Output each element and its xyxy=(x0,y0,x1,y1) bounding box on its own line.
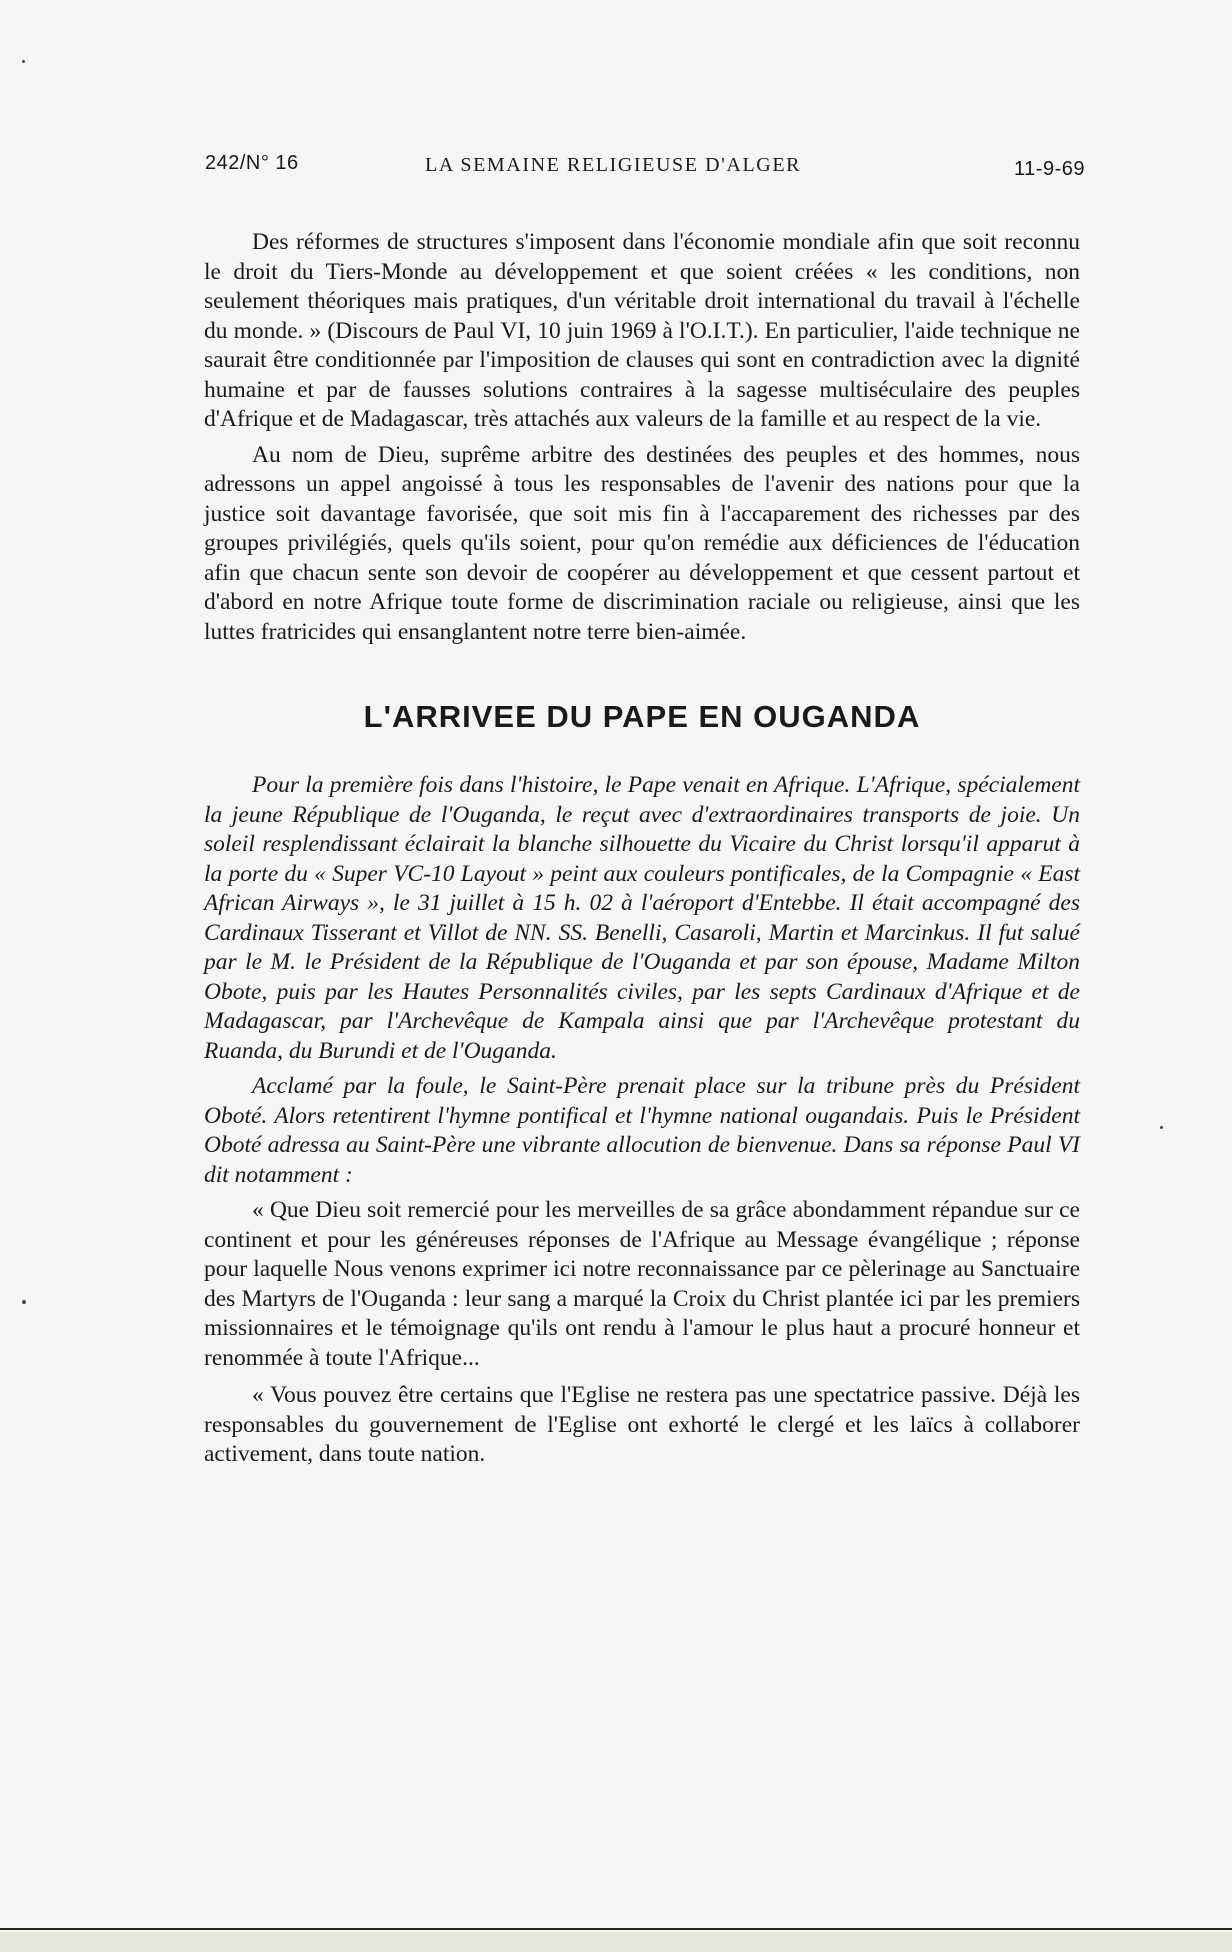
scan-speck xyxy=(22,1300,26,1304)
page-number: 242/N° 16 xyxy=(205,152,299,174)
page-bottom-margin xyxy=(0,1932,1232,1952)
page-header xyxy=(205,152,1085,186)
scan-speck xyxy=(22,60,25,63)
issue-date: 11-9-69 xyxy=(1014,158,1085,180)
publication-title: LA SEMAINE RELIGIEUSE D'ALGER xyxy=(425,154,802,176)
page-bottom-edge xyxy=(0,1928,1232,1930)
paragraph-arrival: Pour la première fois dans l'histoire, le Pape venait en Afrique. L'Afrique, spécialement la jeune République de l'Ouganda, le reçut avec d'extraordinaires transports de joie. Un soleil resplendissant éclairait la blanche silhouette du Vicaire du Christ lorsqu'il apparut à la porte du « Super VC-10 Layout » peint aux couleurs pontificales, de la Compagnie « East African Airways », le 31 juillet à 15 h. 02 à l'aéroport d'Entebbe. Il était accompagné des Cardinaux Tisserant et Villot de NN. SS. Benelli, Casaroli, Martin et Marcinkus. Il fut salué par le M. le Président de la République de l'Ouganda et par son épouse, Madame Milton Obote, puis par les Hautes Personnalités civiles, par les septs Cardinaux d'Afrique et de Madagascar, par l'Archevêque de Kampala ainsi que par l'Archevêque protestant du Ruanda, du Burundi et de l'Ouganda. xyxy=(204,772,1080,1064)
section-title: L'ARRIVEE DU PAPE EN OUGANDA xyxy=(363,699,921,734)
article-body xyxy=(204,228,1080,1470)
quote-paragraph-church: « Vous pouvez être certains que l'Eglise ne restera pas une spectatrice passive. Déjà les responsables du gouvernement de l'Eglise ont exhorté le clergé et les laïcs à collaborer activement, dans toute nation. xyxy=(204,1382,1080,1467)
paragraph-reforms: Des réformes de structures s'imposent dans l'économie mondiale afin que soit reconnu le droit du Tiers-Monde au développement et que soient créées « les conditions, non seulement théoriques mais pratiques, d'un véritable droit international du travail à l'échelle du monde. » (Discours de Paul VI, 10 juin 1969 à l'O.I.T.). En particulier, l'aide technique ne saurait être conditionnée par l'imposition de clauses qui sont en contradiction avec la dignité humaine et par de fausses solutions contraires à la sagesse multiséculaire des peuples d'Afrique et de Madagascar, très attachés aux valeurs de la famille et au respect de la vie. xyxy=(204,229,1080,432)
paragraph-acclaim: Acclamé par la foule, le Saint-Père prenait place sur la tribune près du Président Oboté. Alors retentirent l'hymne pontifical et l'hymne national ougandais. Puis le Président Oboté adressa au Saint-Père une vibrante allocution de bienvenue. Dans sa réponse Paul VI dit notamment : xyxy=(204,1073,1080,1188)
scan-speck xyxy=(1160,1126,1163,1129)
paragraph-appeal: Au nom de Dieu, suprême arbitre des destinées des peuples et des hommes, nous adressons un appel angoissé à tous les responsables de l'avenir des nations pour que la justice soit davantage favorisée, que soit mis fin à l'accaparement des richesses par des groupes privilégiés, quels qu'ils soient, pour qu'on remédie aux déficiences de l'éducation afin que chacun sente son devoir de coopérer au développement et que cessent partout et d'abord en notre Afrique toute forme de discrimination raciale ou religieuse, ainsi que les luttes fratricides qui ensanglantent notre terre bien-aimée. xyxy=(204,441,1080,645)
quote-paragraph-thanks: « Que Dieu soit remercié pour les merveilles de sa grâce abondamment répandue sur ce continent et pour les généreuses réponses de l'Afrique au Message évangélique ; réponse pour laquelle Nous venons exprimer ici notre reconnaissance par ce pèlerinage au Sanctuaire des Martyrs de l'Ouganda : leur sang a marqué la Croix du Christ plantée ici par les premiers missionnaires et le témoignage qu'ils ont rendu à l'amour le plus haut a procuré honneur et renommée à toute l'Afrique... xyxy=(204,1197,1080,1371)
